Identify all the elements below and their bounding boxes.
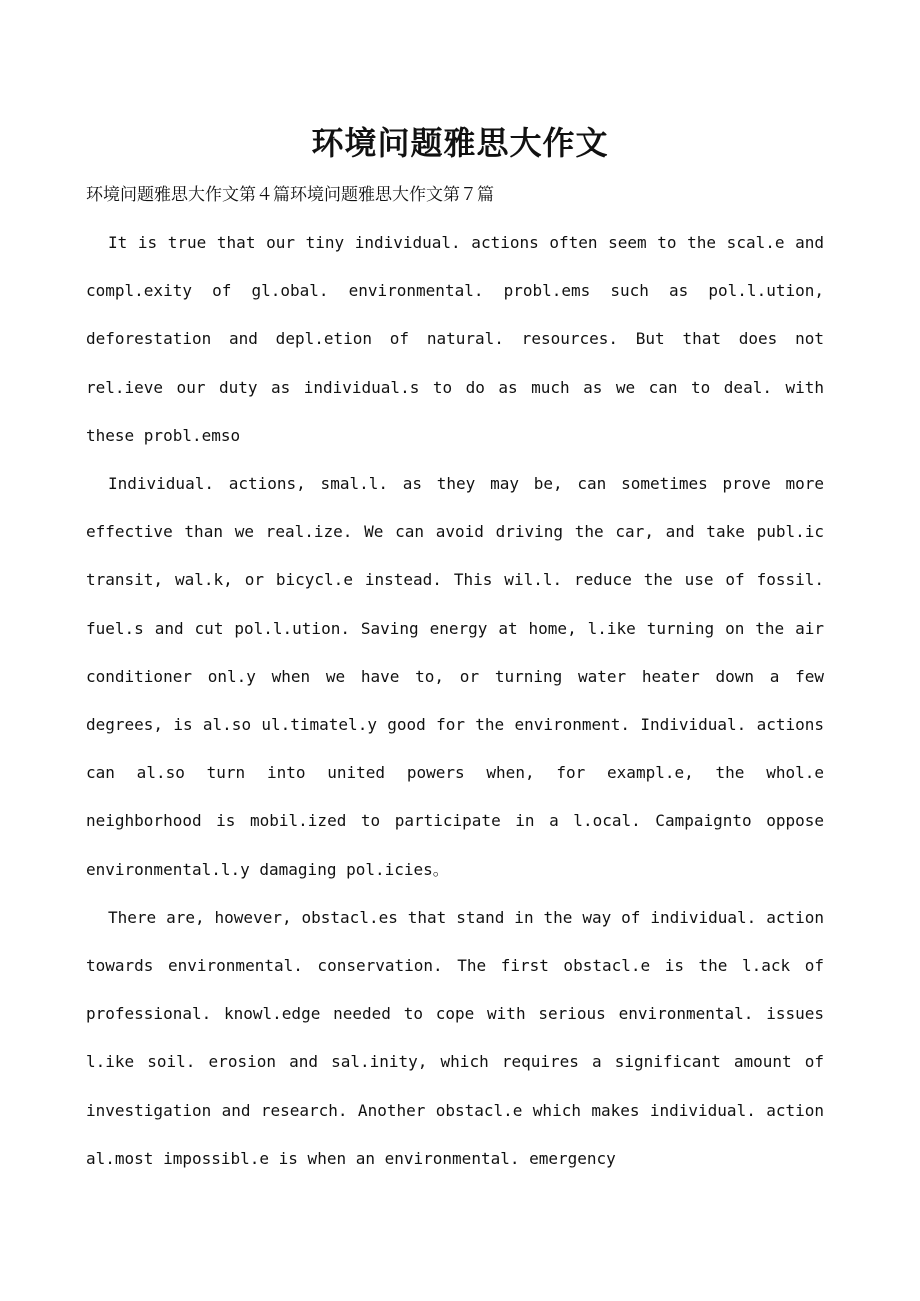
paragraph-1: It is true that our tiny individual. actions often seem to the scal.e and compl.exity of gl.obal. environmental. probl.ems such as pol.l.ution, deforestation and depl.etion of natural. resources. But that does not rel.ieve our duty as individual.s to do as much as we can to deal. with these probl.emso xyxy=(86,233,824,445)
document-body xyxy=(86,219,824,1183)
paragraph-3: There are, however, obstacl.es that stand in the way of individual. action towards environmental. conservation. The first obstacl.e is the l.ack of professional. knowl.edge needed to cope with serious environmental. issues l.ike soil. erosion and sal.inity, which requires a significant amount of investigation and research. Another obstacl.e which makes individual. action al.most impossibl.e is when an environmental. emergency xyxy=(86,907,824,1168)
paragraph-2: Individual. actions, smal.l. as they may be, can sometimes prove more effective than we real.ize. We can avoid driving the car, and take publ.ic transit, wal.k, or bicycl.e instead. This wil.l. reduce the use of fossil. fuel.s and cut pol.l.ution. Saving energy at home, l.ike turning on the air conditioner onl.y when we have to, or turning water heater down a few degrees, is al.so ul.timatel.y good for the environment. Individual. actions can al.so turn into united powers when, for exampl.e, the whol.e neighborhood is mobil.ized to participate in a l.ocal. Campaignto oppose environmental.l.y damaging pol.icies。 xyxy=(86,474,824,879)
document-title: 环境问题雅思大作文 xyxy=(311,124,609,162)
document-subtitle: 环境问题雅思大作文第４篇环境问题雅思大作文第７篇 xyxy=(86,185,494,205)
